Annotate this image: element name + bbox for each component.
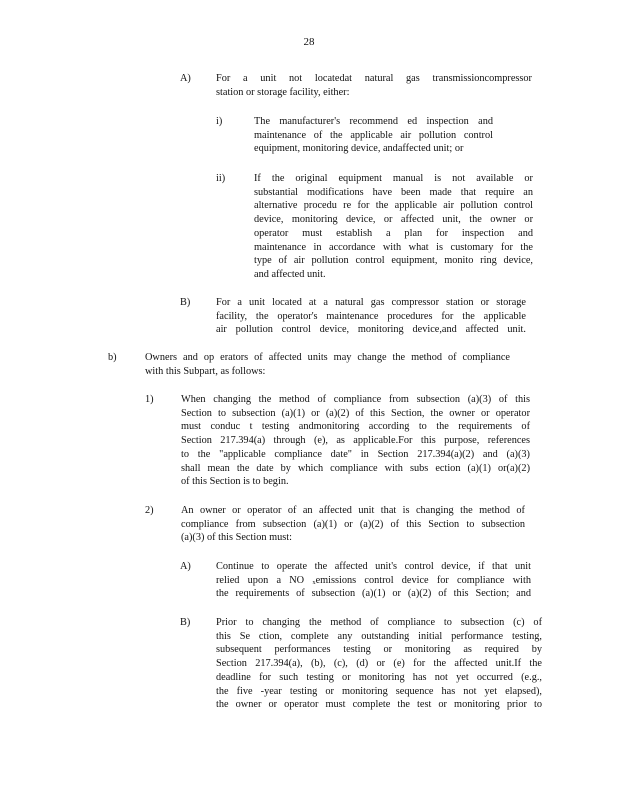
item-a1-ii-label: ii): [216, 173, 226, 184]
text-line: the five -year testing or monitoring sequence has not yet elapsed),: [216, 685, 542, 697]
text-line: to the "applicable compliance date" in Section 217.394(a)(2) and (a)(3): [181, 448, 530, 460]
text-line: shall mean the date by which compliance with subs ection (a)(1) or(a)(2): [181, 462, 530, 474]
text-line: When changing the method of compliance from subsection (a)(3) of this: [181, 394, 530, 405]
text-line: subsequent performances testing or monitoring as required by: [216, 644, 542, 656]
text-line: maintenance in accordance with what is customary for the: [254, 241, 533, 253]
text-line: Continue to operate the affected unit's control device, if that unit: [216, 561, 531, 572]
text-line: Prior to changing the method of compliance to subsection (c) of: [216, 617, 542, 628]
text-line: An owner or operator of an affected unit that is changing the method of: [181, 505, 525, 516]
text-line: of this Section is to begin.: [181, 476, 289, 488]
text-line: (a)(3) of this Section must:: [181, 532, 292, 544]
item-a1-i-text: [254, 115, 493, 156]
subscript: x: [312, 578, 316, 586]
item-a1-i-label: i): [216, 116, 223, 127]
text-line: device, monitoring device, or affected unit, the owner or: [254, 214, 533, 226]
text-line: station or storage facility, either:: [216, 86, 350, 98]
text-line: facility, the operator's maintenance procedures for the applicable: [216, 310, 526, 322]
item-2-text: [181, 504, 525, 545]
text-line: For a unit located at a natural gas compressor station or storage: [216, 297, 526, 308]
text-line: deadline for such testing or monitoring has not yet occurred (e.g.,: [216, 671, 542, 683]
text-line: this Se ction, complete any outstanding initial performance testing,: [216, 630, 542, 642]
item-a2-label: A): [180, 561, 191, 572]
text-line: the requirements of subsection (a)(1) or (a)(2) of this Section; and: [216, 588, 531, 600]
item-a1-label: A): [180, 73, 191, 84]
text-line: For a unit not locatedat natural gas transmissioncompressor: [216, 73, 532, 84]
text-line: maintenance of the applicable air pollution control: [254, 129, 493, 141]
item-2-label: 2): [145, 505, 154, 516]
item-b-label: b): [108, 352, 117, 363]
text-line: air pollution control device, monitoring device,and affected unit.: [216, 324, 526, 336]
text-line: type of air pollution control equipment, monito ring device,: [254, 255, 533, 267]
text-line: alternative procedu re for the applicable air pollution control: [254, 200, 533, 212]
item-b-text: [145, 351, 510, 378]
text-line: Owners and op erators of affected units may change the method of compliance: [145, 352, 510, 363]
text-line: The manufacturer's recommend ed inspection and: [254, 116, 493, 127]
text-line: Section to subsection (a)(1) or (a)(2) of this Section, the owner or operator: [181, 407, 530, 419]
item-1-label: 1): [145, 394, 154, 405]
text-line: compliance from subsection (a)(1) or (a)(2) of this Section to subsection: [181, 518, 525, 530]
page-number: 28: [303, 36, 315, 48]
text-line: Section 217.394(a), (b), (c), (d) or (e) for the affected unit.If the: [216, 658, 542, 670]
item-1-text: [181, 393, 530, 489]
item-a2-text: [216, 560, 531, 601]
text-line: substantial modifications have been made that require an: [254, 186, 533, 198]
text-line: If the original equipment manual is not available or: [254, 173, 533, 184]
text-line: Section 217.394(a) through (e), as applicable.For this purpose, references: [181, 435, 530, 447]
item-a1-ii-text: [254, 172, 533, 282]
item-b2-text: [216, 616, 542, 712]
text-line: operator must establish a plan for inspection and: [254, 227, 533, 239]
text-segment: emissions control device for compliance with: [315, 574, 532, 586]
text-line: must conduc t testing andmonitoring according to the requirements of: [181, 421, 530, 433]
text-line: [216, 574, 531, 588]
item-a1-text: [216, 72, 532, 99]
item-b2-label: B): [180, 617, 191, 628]
text-line: equipment, monitoring device, andaffected unit; or: [254, 143, 464, 155]
text-line: the owner or operator must complete the test or monitoring prior to: [216, 699, 542, 711]
item-b1-label: B): [180, 297, 191, 308]
item-b1-text: [216, 296, 526, 337]
text-line: and affected unit.: [254, 268, 326, 280]
text-segment: relied upon a NO: [216, 574, 305, 586]
text-line: with this Subpart, as follows:: [145, 365, 266, 377]
